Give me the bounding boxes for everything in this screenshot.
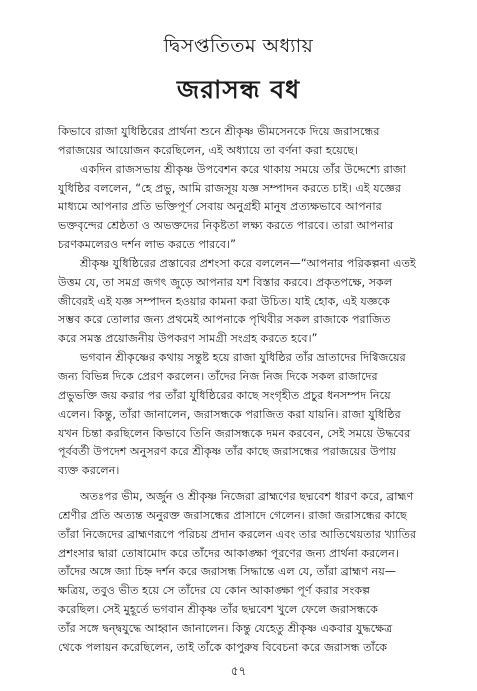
text-line: জীবেরই এই যজ্ঞ সম্পাদন হওয়ার কামনা করা উচিত। যাই হোক, এই যজ্ঞকে bbox=[58, 294, 390, 308]
paragraph-yudhishthira-request bbox=[58, 161, 462, 255]
paragraph-krishna-reply bbox=[58, 255, 462, 349]
text-line: মাধ্যমে আপনার প্রতি ভক্তিপূর্ণ সেবায় অনুগ্রহী মানুষ প্রত্যক্ষভাবে আপনার bbox=[58, 200, 382, 214]
text-line: উত্তম যে, তা সমগ্র জগৎ জুড়ে আপনার যশ বিস্তার করবে। প্রকৃতপক্ষে, সকল bbox=[58, 275, 393, 289]
text-line: ভক্তবৃন্দের শ্রেষ্ঠতা ও অভক্তদের নিকৃষ্টতা লক্ষ্য করতে পারবে। তারা আপনার bbox=[58, 219, 394, 233]
text-line: কিভাবে রাজা যুধিষ্ঠিরের প্রার্থনা শুনে শ্রীকৃষ্ণ ভীমসেনকে দিয়ে জরাসন্ধের bbox=[58, 125, 380, 138]
text-line: একদিন রাজসভায় শ্রীকৃষ্ণ উপবেশন করে থাকায় সময়ে তাঁর উদ্দেশ্যে রাজা bbox=[80, 162, 407, 176]
text-line: তাঁর সঙ্গে দ্বন্দ্বযুদ্ধে আহ্বান জানালেন। কিন্তু যেহেতু শ্রীকৃষ্ণ একবার যুদ্ধক্ষেত্র bbox=[58, 621, 393, 635]
text-line: তাঁরা নিজেদের ব্রাহ্মণরূপে পরিচয় প্রদান করলেন এবং তার আতিথেয়তার খ্যাতির bbox=[58, 527, 417, 541]
text-line: যখন চিন্তা করছিলেন কিভাবে তিনি জরাসন্ধকে দমন করবেন, সেই সময়ে উদ্ধবের bbox=[58, 426, 411, 440]
paragraph-gap bbox=[58, 481, 462, 488]
text-line: প্রশংসার দ্বারা তোষামোদ করে তাঁদের আকাঙ্ক্ষা পূরণের জন্য প্রার্থনা করলেন। bbox=[58, 546, 399, 560]
text-line: করেছিল। সেই মুহূর্তে ভগবান শ্রীকৃষ্ণ তাঁর ছদ্মবেশ খুলে ফেলে জরাসন্ধকে bbox=[58, 603, 378, 617]
chapter-label: দ্বিসপ্ততিতম অধ্যায় bbox=[163, 35, 314, 57]
text-line: চরণকমলেরও দর্শন লাভ করতে পারবে।” bbox=[58, 238, 236, 252]
text-line: ব্যক্ত করলেন। bbox=[58, 464, 120, 478]
text-line: জন্য বিভিন্ন দিকে প্রেরণ করলেন। তাঁদের নিজ নিজ দিকে সকল রাজাদের bbox=[58, 369, 378, 383]
text-line: অতঃপর ভীম, অর্জুন ও শ্রীকৃষ্ণ নিজেরা ব্রাহ্মণের ছদ্মবেশ ধারণ করে, ব্রাহ্মণ bbox=[80, 490, 414, 504]
text-line: পূর্ববর্তী উপদেশ অনুসরণ করে শ্রীকৃষ্ণ তাঁর কাছে জরাসন্ধের পরাজয়ের উপায় bbox=[58, 445, 397, 459]
text-line: শ্রীকৃষ্ণ যুধিষ্ঠিরের প্রস্তাবের প্রশংসা করে বললেন—“আপনার পরিকল্পনা এতই bbox=[80, 256, 416, 270]
text-line: ক্ষত্রিয়, তবুও ভীত হয়ে সে তাঁদের যে কোন আকাঙ্ক্ষা পূর্ণ করার সংকল্প bbox=[58, 584, 371, 598]
text-line: থেকে পলায়ন করেছিলেন, তাই তাঁকে কাপুরুষ বিবেচনা করে জরাসন্ধ তাঁকে bbox=[58, 640, 388, 654]
text-line: পরাজয়ের আয়োজন করেছিলেন, এই অধ্যায়ে তা বর্ণনা করা হয়েছে। bbox=[58, 143, 359, 157]
page-number: ৫৭ bbox=[230, 664, 247, 678]
text-line: তাঁদের অঙ্গে জ্যা চিহ্ন দর্শন করে জরাসন্ধ সিদ্ধান্তে এল যে, তাঁরা ব্রাহ্মণ নয়— bbox=[58, 565, 396, 579]
chapter-title: জরাসন্ধ বধ bbox=[176, 75, 301, 104]
text-line: প্রভুভক্তি জয় করার পর তাঁরা যুধিষ্ঠিরের কাছে সংগৃহীত প্রচুর ধনসম্পদ নিয়ে bbox=[58, 388, 391, 402]
text-line: ভগবান শ্রীকৃষ্ণের কথায় সন্তুষ্ট হয়ে রাজা যুধিষ্ঠির তাঁর ভ্রাতাদের দিগ্বিজয়ের bbox=[80, 351, 406, 365]
text-line: শ্রেণীর প্রতি অত্যন্ত অনুরক্ত জরাসন্ধের প্রাসাদে গেলেন। রাজা জরাসন্ধের কাছে bbox=[58, 508, 407, 522]
paragraph-disguise bbox=[58, 488, 462, 658]
chapter-body bbox=[58, 123, 462, 658]
paragraph-summary bbox=[58, 123, 462, 161]
paragraph-digvijaya bbox=[58, 349, 462, 481]
text-line: করে সমস্ত প্রয়োজনীয় উপকরণ সামগ্রী সংগ্রহ করতে হবে।” bbox=[58, 332, 318, 346]
text-line: এলেন। কিন্তু, তাঁরা জানালেন, জরাসন্ধকে পরাজিত করা যায়নি। রাজা যুধিষ্ঠির bbox=[58, 407, 401, 421]
text-line: যুধিষ্ঠির বললেন, “হে প্রভু, আমি রাজসূয় যজ্ঞ সম্পাদন করতে চাই। এই যজ্ঞের bbox=[58, 181, 402, 195]
text-line: সম্ভব করে তোলার জন্য প্রথমেই আপনাকে পৃথিবীর সকল রাজাকে পরাজিত bbox=[58, 313, 391, 327]
